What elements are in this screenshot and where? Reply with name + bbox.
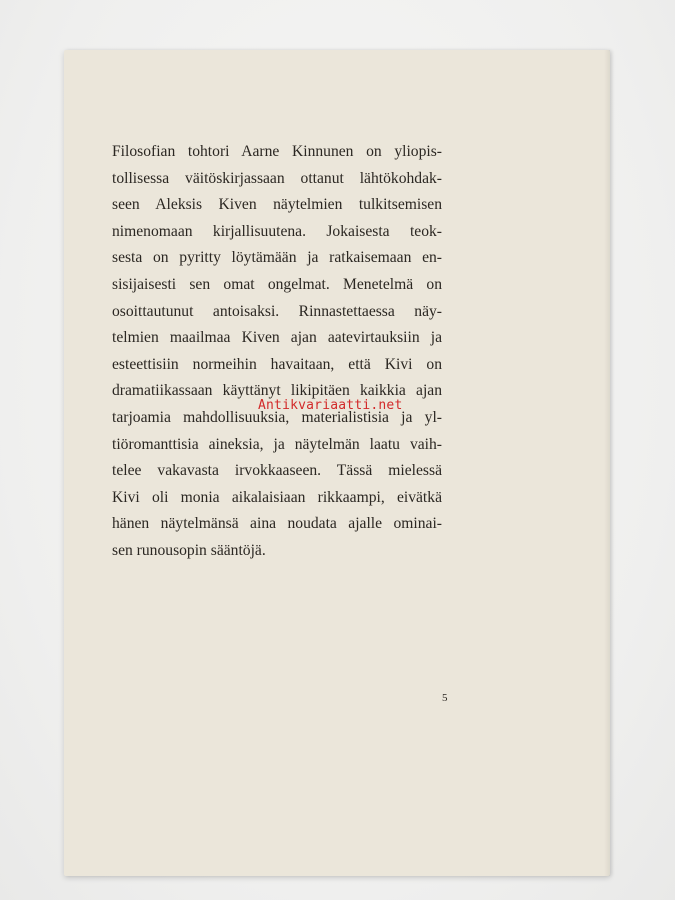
blurb-line: seen Aleksis Kiven näytelmien tulkitsemisen (112, 196, 442, 214)
blurb-line: osoittautunut antoisaksi. Rinnastettaessa näy- (112, 302, 442, 320)
blurb-line: tollisessa väitöskirjassaan ottanut lähtökohdak- (112, 169, 442, 187)
blurb-line: hänen näytelmänsä aina noudata ajalle ominai- (112, 515, 442, 533)
blurb-line: telee vakavasta irvokkaaseen. Tässä mielessä (112, 462, 442, 480)
blurb-line: tiöromanttisia aineksia, ja näytelmän laatu vaih- (112, 435, 442, 453)
blurb-line: sen runousopin sääntöjä. (112, 541, 266, 559)
blurb-line: nimenomaan kirjallisuutena. Jokaisesta teok- (112, 222, 442, 240)
blurb-line: telmien maailmaa Kiven ajan aatevirtauksiin ja (112, 329, 442, 347)
blurb-line: sisijaisesti sen omat ongelmat. Menetelmä on (112, 275, 442, 293)
blurb-line: dramatiikassaan käyttänyt likipitäen kaikkia ajan (112, 382, 442, 400)
blurb-line: esteettisiin normeihin havaitaan, että Kivi on (112, 355, 442, 373)
watermark-text: Antikvariaatti.net (258, 398, 403, 413)
blurb-line: sesta on pyritty löytämään ja ratkaisemaan en- (112, 249, 442, 267)
page-number: 5 (442, 692, 448, 704)
blurb-line: Kivi oli monia aikalaisiaan rikkaampi, eivätkä (112, 488, 442, 506)
book-blurb (112, 139, 442, 565)
blurb-line: Filosofian tohtori Aarne Kinnunen on yliopis- (112, 143, 442, 160)
blurb-line: tarjoamia mahdollisuuksia, materialistisia ja yl- (112, 408, 442, 426)
